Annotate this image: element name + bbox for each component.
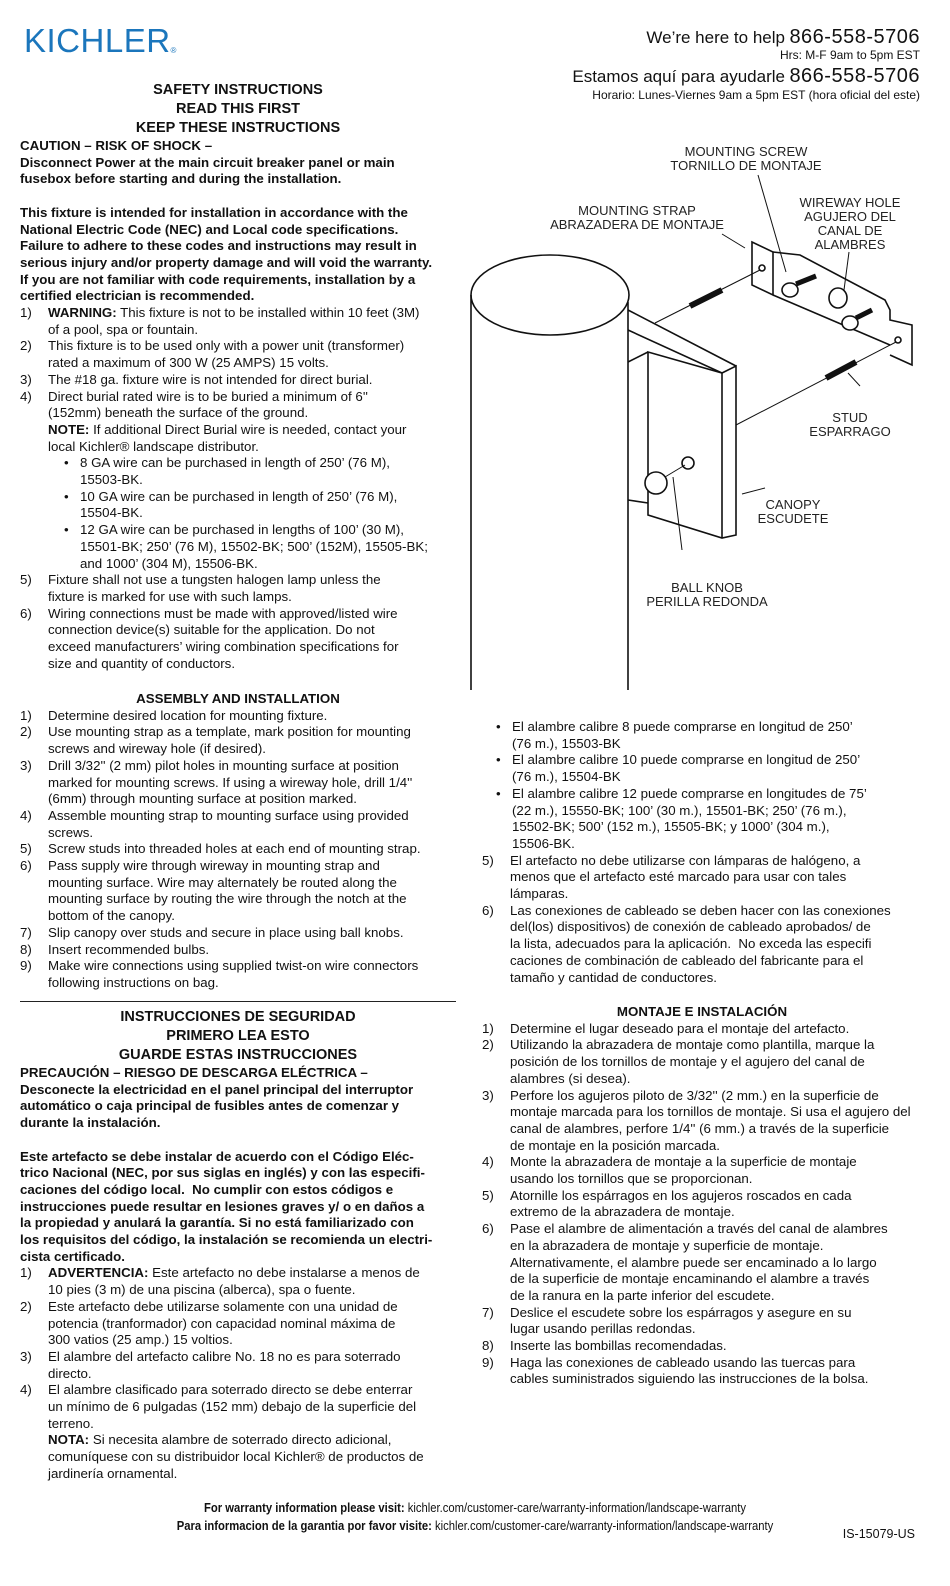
- bullet-item: [20, 489, 456, 522]
- list-item: [20, 858, 456, 925]
- label-wireway-hole: WIREWAY HOLE AGUJERO DEL CANAL DE ALAMBRES: [799, 195, 901, 252]
- list-item-text: [48, 1382, 416, 1430]
- list-item-body: Perfore los agujeros piloto de 3/32'' (2 mm.) en la superficie de montaje marcada para los tornillos de montaje. Si usa el agujero del canal de alambres, perfore 1/4'' (6 mm.) a través de la superficie de montaje en la posición marcada.: [510, 1087, 911, 1153]
- list-item-body: This fixture is not to be installed within 10 feet (3M) of a pool, spa or fountain.: [48, 305, 420, 337]
- bullet-icon: •: [64, 455, 69, 471]
- list-item: [20, 1382, 456, 1432]
- label-canopy: CANOPY ESCUDETE: [757, 497, 829, 526]
- help-line-es: [572, 65, 920, 88]
- list-number: 8): [20, 941, 32, 957]
- spacer: [20, 1132, 456, 1149]
- list-item-body: Screw studs into threaded holes at each end of mounting strap.: [48, 841, 421, 857]
- list-number: 3): [20, 371, 32, 387]
- assembly-instructions-es: [482, 1004, 922, 1388]
- list-item-text: [510, 1088, 911, 1153]
- list-item: [20, 1299, 456, 1349]
- list-item-text: [510, 853, 860, 901]
- list-item-text: [48, 606, 399, 671]
- list-item: [20, 925, 456, 942]
- list-item: [482, 1188, 922, 1221]
- warranty-line-en: [48, 1501, 903, 1515]
- list-item: [20, 724, 456, 757]
- list-item: [20, 1265, 456, 1298]
- list-item-body: Deslice el escudete sobre los espárragos y asegure en su lugar usando perillas redondas.: [510, 1304, 852, 1337]
- list-item-text: [48, 958, 418, 990]
- kichler-logo: KICHLER®: [24, 22, 177, 59]
- bullet-item: [482, 786, 922, 853]
- list-number: 2): [482, 1037, 494, 1053]
- warranty-link-es[interactable]: kichler.com/customer-care/warranty-information/landscape-warranty: [434, 1519, 774, 1533]
- list-number: 6): [482, 1221, 494, 1237]
- list-item-text: [510, 1021, 849, 1036]
- list-item-text: [510, 903, 891, 985]
- list-item: [482, 1305, 922, 1338]
- list-number: 2): [20, 1298, 32, 1314]
- list-item-text: [48, 808, 409, 840]
- list-number: 1): [20, 707, 32, 723]
- subsection-heading: ASSEMBLY AND INSTALLATION: [136, 691, 340, 706]
- spacer: [20, 188, 456, 205]
- list-item-body: Utilizando la abrazadera de montaje como plantilla, marque la posición de los tornillos de montaje y el agujero del canal de alambres (si desea).: [510, 1037, 875, 1086]
- list-item-body: El alambre clasificado para soterrado directo se debe enterrar un mínimo de 6 pulgadas (152 mm) debajo de la superficie del terreno.: [48, 1382, 417, 1431]
- list-item: [20, 338, 456, 371]
- list-item-text: [48, 858, 407, 923]
- list-item-body: Make wire connections using supplied twist-on wire connectors following instructions on bag.: [48, 958, 419, 990]
- list-number: 8): [482, 1338, 494, 1354]
- bullet-text: 10 GA wire can be purchased in length of 250’ (76 M), 15504-BK.: [80, 488, 398, 521]
- section-heading: INSTRUCCIONES DE SEGURIDAD: [120, 1009, 356, 1025]
- list-item-text: [510, 1154, 857, 1186]
- label-mounting-strap: MOUNTING STRAP ABRAZADERA DE MONTAJE: [550, 203, 724, 232]
- section-heading: READ THIS FIRST: [175, 101, 301, 117]
- document-id: IS-15079-US: [842, 1527, 915, 1541]
- list-item: [20, 305, 456, 338]
- list-item: [482, 853, 922, 903]
- mounting-screw-icon: [782, 276, 872, 330]
- label-stud: STUD ESPARRAGO: [809, 410, 891, 439]
- list-item: [482, 1154, 922, 1187]
- help-text-en: We’re here to help: [646, 28, 785, 47]
- list-item: [20, 758, 456, 808]
- list-item-text: [48, 572, 381, 604]
- list-item-body: Fixture shall not use a tungsten halogen lamp unless the fixture is marked for use with such lamps.: [48, 572, 381, 604]
- list-item: [482, 1037, 922, 1087]
- list-item-text: [48, 372, 372, 387]
- note-lead: NOTE:: [48, 421, 90, 437]
- list-number: 2): [20, 338, 32, 354]
- list-item: [20, 708, 456, 725]
- list-item: [482, 1088, 922, 1155]
- list-item-text: [510, 1338, 727, 1353]
- bullet-icon: •: [64, 488, 69, 504]
- list-number: 6): [20, 858, 32, 874]
- list-number: 6): [482, 902, 494, 918]
- list-number: 4): [20, 807, 32, 823]
- warranty-line-es: [48, 1519, 903, 1533]
- bullet-icon: •: [496, 719, 501, 734]
- list-item: [20, 606, 456, 673]
- bold-paragraph: Disconnect Power at the main circuit breaker panel or main fusebox before starting and during the installation.: [20, 154, 395, 187]
- list-item-text: [48, 1299, 398, 1347]
- list-item-text: [510, 1355, 868, 1387]
- hours-es: Horario: Lunes-Viernes 9am a 5pm EST (hora oficial del este): [592, 88, 920, 102]
- bold-paragraph: PRECAUCIÓN – RIESGO DE DESCARGA ELÉCTRICA –: [20, 1065, 368, 1080]
- list-item-body: Haga las conexiones de cableado usando las tuercas para cables suministrados siguiendo las instrucciones de la bolsa.: [510, 1354, 869, 1387]
- list-number: 4): [20, 1382, 32, 1398]
- section-heading: GUARDE ESTAS INSTRUCCIONES: [118, 1047, 358, 1063]
- list-number: 9): [20, 958, 32, 974]
- list-item-text: [48, 1265, 420, 1297]
- list-item: [20, 942, 456, 959]
- list-item-text: [510, 1188, 852, 1220]
- note-text: Si necesita alambre de soterrado directo adicional, comuníquese con su distribuidor local Kichler® de productos de jardinería ornamental.: [48, 1432, 424, 1481]
- bold-paragraph: This fixture is intended for installation in accordance with the National Electric Code (NEC) and Local code specifications. Failure to adhere to these codes and instructions may result in serious injury and/or property damage and will void the warranty. If you are not familiar with code requirements, installation by a certified electrician is recommended.: [20, 204, 433, 304]
- label-mounting-screw: MOUNTING SCREW TORNILLO DE MONTAJE: [670, 144, 822, 173]
- safety-instructions-en: [20, 81, 456, 672]
- note-text: If additional Direct Burial wire is needed, contact your local Kichler® landscape distributor.: [48, 421, 407, 454]
- list-item-text: [48, 925, 404, 940]
- list-item-body: Inserte las bombillas recomendadas.: [510, 1338, 727, 1354]
- subsection-heading: MONTAJE E INSTALACIÓN: [616, 1004, 788, 1019]
- bullet-text: El alambre calibre 10 puede comprarse en longitud de 250’ (76 m.), 15504-BK: [512, 752, 861, 785]
- bullet-item: [20, 455, 456, 488]
- list-item: [482, 903, 922, 987]
- list-item-body: El alambre del artefacto calibre No. 18 no es para soterrado directo.: [48, 1348, 401, 1381]
- list-item-text: [510, 1305, 851, 1337]
- list-item: [20, 372, 456, 389]
- help-line-en: [646, 26, 920, 49]
- list-number: 5): [482, 1187, 494, 1203]
- list-number: 4): [482, 1154, 494, 1170]
- bullet-icon: •: [496, 752, 501, 768]
- phone-number-es[interactable]: 866-558-5706: [789, 65, 920, 87]
- list-number: 3): [482, 1087, 494, 1103]
- bullet-icon: •: [64, 522, 69, 538]
- bold-paragraph: CAUTION – RISK OF SHOCK –: [20, 138, 213, 153]
- list-item-body: This fixture is to be used only with a power unit (transformer) rated a maximum of 300 W (25 AMPS) 15 volts.: [48, 338, 405, 371]
- list-item-body: Use mounting strap as a template, mark position for mounting screws and wireway hole (if desired).: [48, 724, 411, 757]
- section-divider: [20, 1001, 456, 1002]
- list-item-text: [48, 942, 209, 957]
- assembly-instructions-en: [20, 691, 456, 992]
- list-number: 3): [20, 757, 32, 773]
- list-number: 1): [20, 1265, 32, 1281]
- bullet-text: 12 GA wire can be purchased in lengths of 100’ (30 M), 15501-BK; 250’ (76 M), 15502-BK; 500’ (152M), 15505-BK; and 1000’ (304 M), 15506-BK.: [80, 522, 428, 571]
- bullet-item: [20, 522, 456, 572]
- section-heading: PRIMERO LEA ESTO: [166, 1028, 310, 1044]
- list-number: 5): [20, 572, 32, 588]
- list-item: [482, 1355, 922, 1388]
- list-item-lead: WARNING:: [48, 305, 117, 321]
- list-number: 4): [20, 388, 32, 404]
- bullet-icon: •: [496, 785, 501, 801]
- section-heading: SAFETY INSTRUCTIONS: [153, 82, 323, 98]
- list-number: 7): [20, 924, 32, 940]
- section-heading: KEEP THESE INSTRUCTIONS: [135, 120, 341, 136]
- list-item-text: [510, 1037, 874, 1085]
- warranty-label-es: Para informacion de la garantia por favor visite:: [176, 1519, 432, 1533]
- bullet-text: El alambre calibre 8 puede comprarse en longitud de 250’ (76 m.), 15503-BK: [512, 719, 853, 751]
- list-item-text: [48, 389, 368, 421]
- list-item-text: [48, 841, 421, 856]
- list-number: 1): [20, 305, 32, 321]
- list-item: [20, 808, 456, 841]
- list-number: 9): [482, 1354, 494, 1370]
- list-item-body: Assemble mounting strap to mounting surface using provided screws.: [48, 807, 409, 840]
- bold-paragraph: Desconecte la electricidad en el panel principal del interruptor automático o caja principal de fusibles antes de comenzar y durante la instalación.: [20, 1081, 414, 1131]
- list-item: [20, 572, 456, 605]
- logo-text: KICHLER: [24, 22, 171, 59]
- list-item: [482, 1021, 922, 1038]
- list-item-body: Wiring connections must be made with approved/listed wire connection device(s) suitable for the application. Do not exceed manufacturers’ wiring combination specifications for size and quantity of conductors.: [48, 605, 399, 671]
- list-number: 5): [482, 852, 494, 868]
- list-item: [20, 958, 456, 991]
- list-item-text: [48, 305, 419, 337]
- list-number: 2): [20, 724, 32, 740]
- bullet-text: El alambre calibre 12 puede comprarse en longitudes de 75’ (22 m.), 15550-BK; 100’ (30 m.), 15501-BK; 250’ (76 m.), 15502-BK; 500’ (152 m.), 15505-BK; y 1000’ (304 m.), 15506-BK.: [512, 785, 867, 851]
- list-item-text: [48, 708, 327, 723]
- list-item-body: The #18 ga. fixture wire is not intended for direct burial.: [48, 371, 373, 387]
- list-item: [20, 389, 456, 422]
- list-item-body: Direct burial rated wire is to be buried a minimum of 6'' (152mm) beneath the surface of the ground.: [48, 388, 368, 421]
- phone-number-en[interactable]: 866-558-5706: [789, 26, 920, 48]
- list-number: 3): [20, 1348, 32, 1364]
- fixture-cylinder: [471, 255, 629, 690]
- list-item: [482, 1338, 922, 1355]
- note: [20, 422, 456, 455]
- bullet-item: [482, 719, 922, 752]
- ball-knob-icon: [645, 472, 667, 494]
- note-lead: NOTA:: [48, 1432, 90, 1448]
- help-text-es: Estamos aquí para ayudarle: [572, 67, 785, 86]
- list-item-body: Atornille los espárragos en los agujeros roscados en cada extremo de la abrazadera de montaje.: [510, 1187, 852, 1220]
- bullet-text: 8 GA wire can be purchased in length of 250’ (76 M), 15503-BK.: [80, 455, 390, 488]
- list-number: 5): [20, 841, 32, 857]
- list-item-text: [48, 758, 412, 806]
- list-item-text: [48, 724, 411, 756]
- list-item-lead: ADVERTENCIA:: [48, 1265, 149, 1281]
- label-ball-knob: BALL KNOB PERILLA REDONDA: [646, 580, 768, 609]
- list-item-text: [510, 1221, 888, 1303]
- list-number: 1): [482, 1020, 494, 1036]
- list-item-body: Determine desired location for mounting fixture.: [48, 707, 328, 723]
- list-item-body: Las conexiones de cableado se deben hacer con las conexiones del(los) dispositivos) de conexión de cableado aprobados/ de la lista, adecuados para la aplicación. No exceda las especifi caciones de combinación de cableado del fabricante para el tamaño y cantidad de conductores.: [510, 902, 891, 985]
- list-item: [482, 1221, 922, 1305]
- list-item-body: El artefacto no debe utilizarse con lámparas de halógeno, a menos que el artefacto esté marcado para usar con tales lámparas.: [510, 852, 861, 902]
- canopy: [628, 310, 736, 538]
- list-item-body: Monte la abrazadera de montaje a la superficie de montaje usando los tornillos que se proporcionan.: [510, 1154, 857, 1187]
- safety-instructions-es: [20, 1008, 456, 1483]
- list-item: [20, 1349, 456, 1382]
- safety-instructions-es-continued: [482, 719, 922, 986]
- list-number: 7): [482, 1304, 494, 1320]
- warranty-link-en[interactable]: kichler.com/customer-care/warranty-information/landscape-warranty: [407, 1501, 747, 1515]
- list-item-text: [48, 1349, 401, 1381]
- list-number: 6): [20, 605, 32, 621]
- note: [20, 1432, 456, 1482]
- list-item-body: Este artefacto debe utilizarse solamente con una unidad de potencia (tranformador) con capacidad nominal máxima de 300 vatios (25 amp.) 15 voltios.: [48, 1298, 398, 1348]
- list-item-body: Insert recommended bulbs.: [48, 941, 210, 957]
- list-item-body: Slip canopy over studs and secure in place using ball knobs.: [48, 924, 404, 940]
- list-item-body: Pase el alambre de alimentación a través del canal de alambres en la abrazadera de montaje y superficie de montaje. Alternativamente, el alambre puede ser encaminado a lo largo de la superficie de montaje encaminando el alambre a través de la ranura en la parte inferior del escudete.: [510, 1221, 888, 1303]
- hours-en: Hrs: M-F 9am to 5pm EST: [779, 48, 920, 62]
- list-item: [20, 841, 456, 858]
- bold-paragraph: Este artefacto se debe instalar de acuerdo con el Código Eléc- trico Nacional (NEC, por sus siglas en inglés) y con las especifi- caciones del código local. No cumplir con estos códigos e instrucciones puede resultar en lesiones graves y/ o en daños a la propiedad y anulará la garantía. Si no está familiarizado con los requisitos del código, la instalación se recomienda un electri- cista certificado.: [20, 1148, 433, 1264]
- bullet-item: [482, 752, 922, 785]
- list-item-body: Pass supply wire through wireway in mounting strap and mounting surface. Wire may alternately be routed along the mounting surface by routing the wire through the notch at the bottom of the canopy.: [48, 858, 407, 924]
- warranty-label-en: For warranty information please visit:: [203, 1501, 405, 1515]
- list-item-body: Drill 3/32'' (2 mm) pilot holes in mounting surface at position marked for mounting screws. If using a wireway hole, drill 1/4'' (6mm) through mounting surface at position marked.: [48, 757, 413, 807]
- list-item-text: [48, 338, 404, 370]
- list-item-body: Determine el lugar deseado para el montaje del artefacto.: [510, 1020, 850, 1036]
- list-item-body: Este artefacto no debe instalarse a menos de 10 pies (3 m) de una piscina (alberca), spa o fuente.: [48, 1265, 420, 1298]
